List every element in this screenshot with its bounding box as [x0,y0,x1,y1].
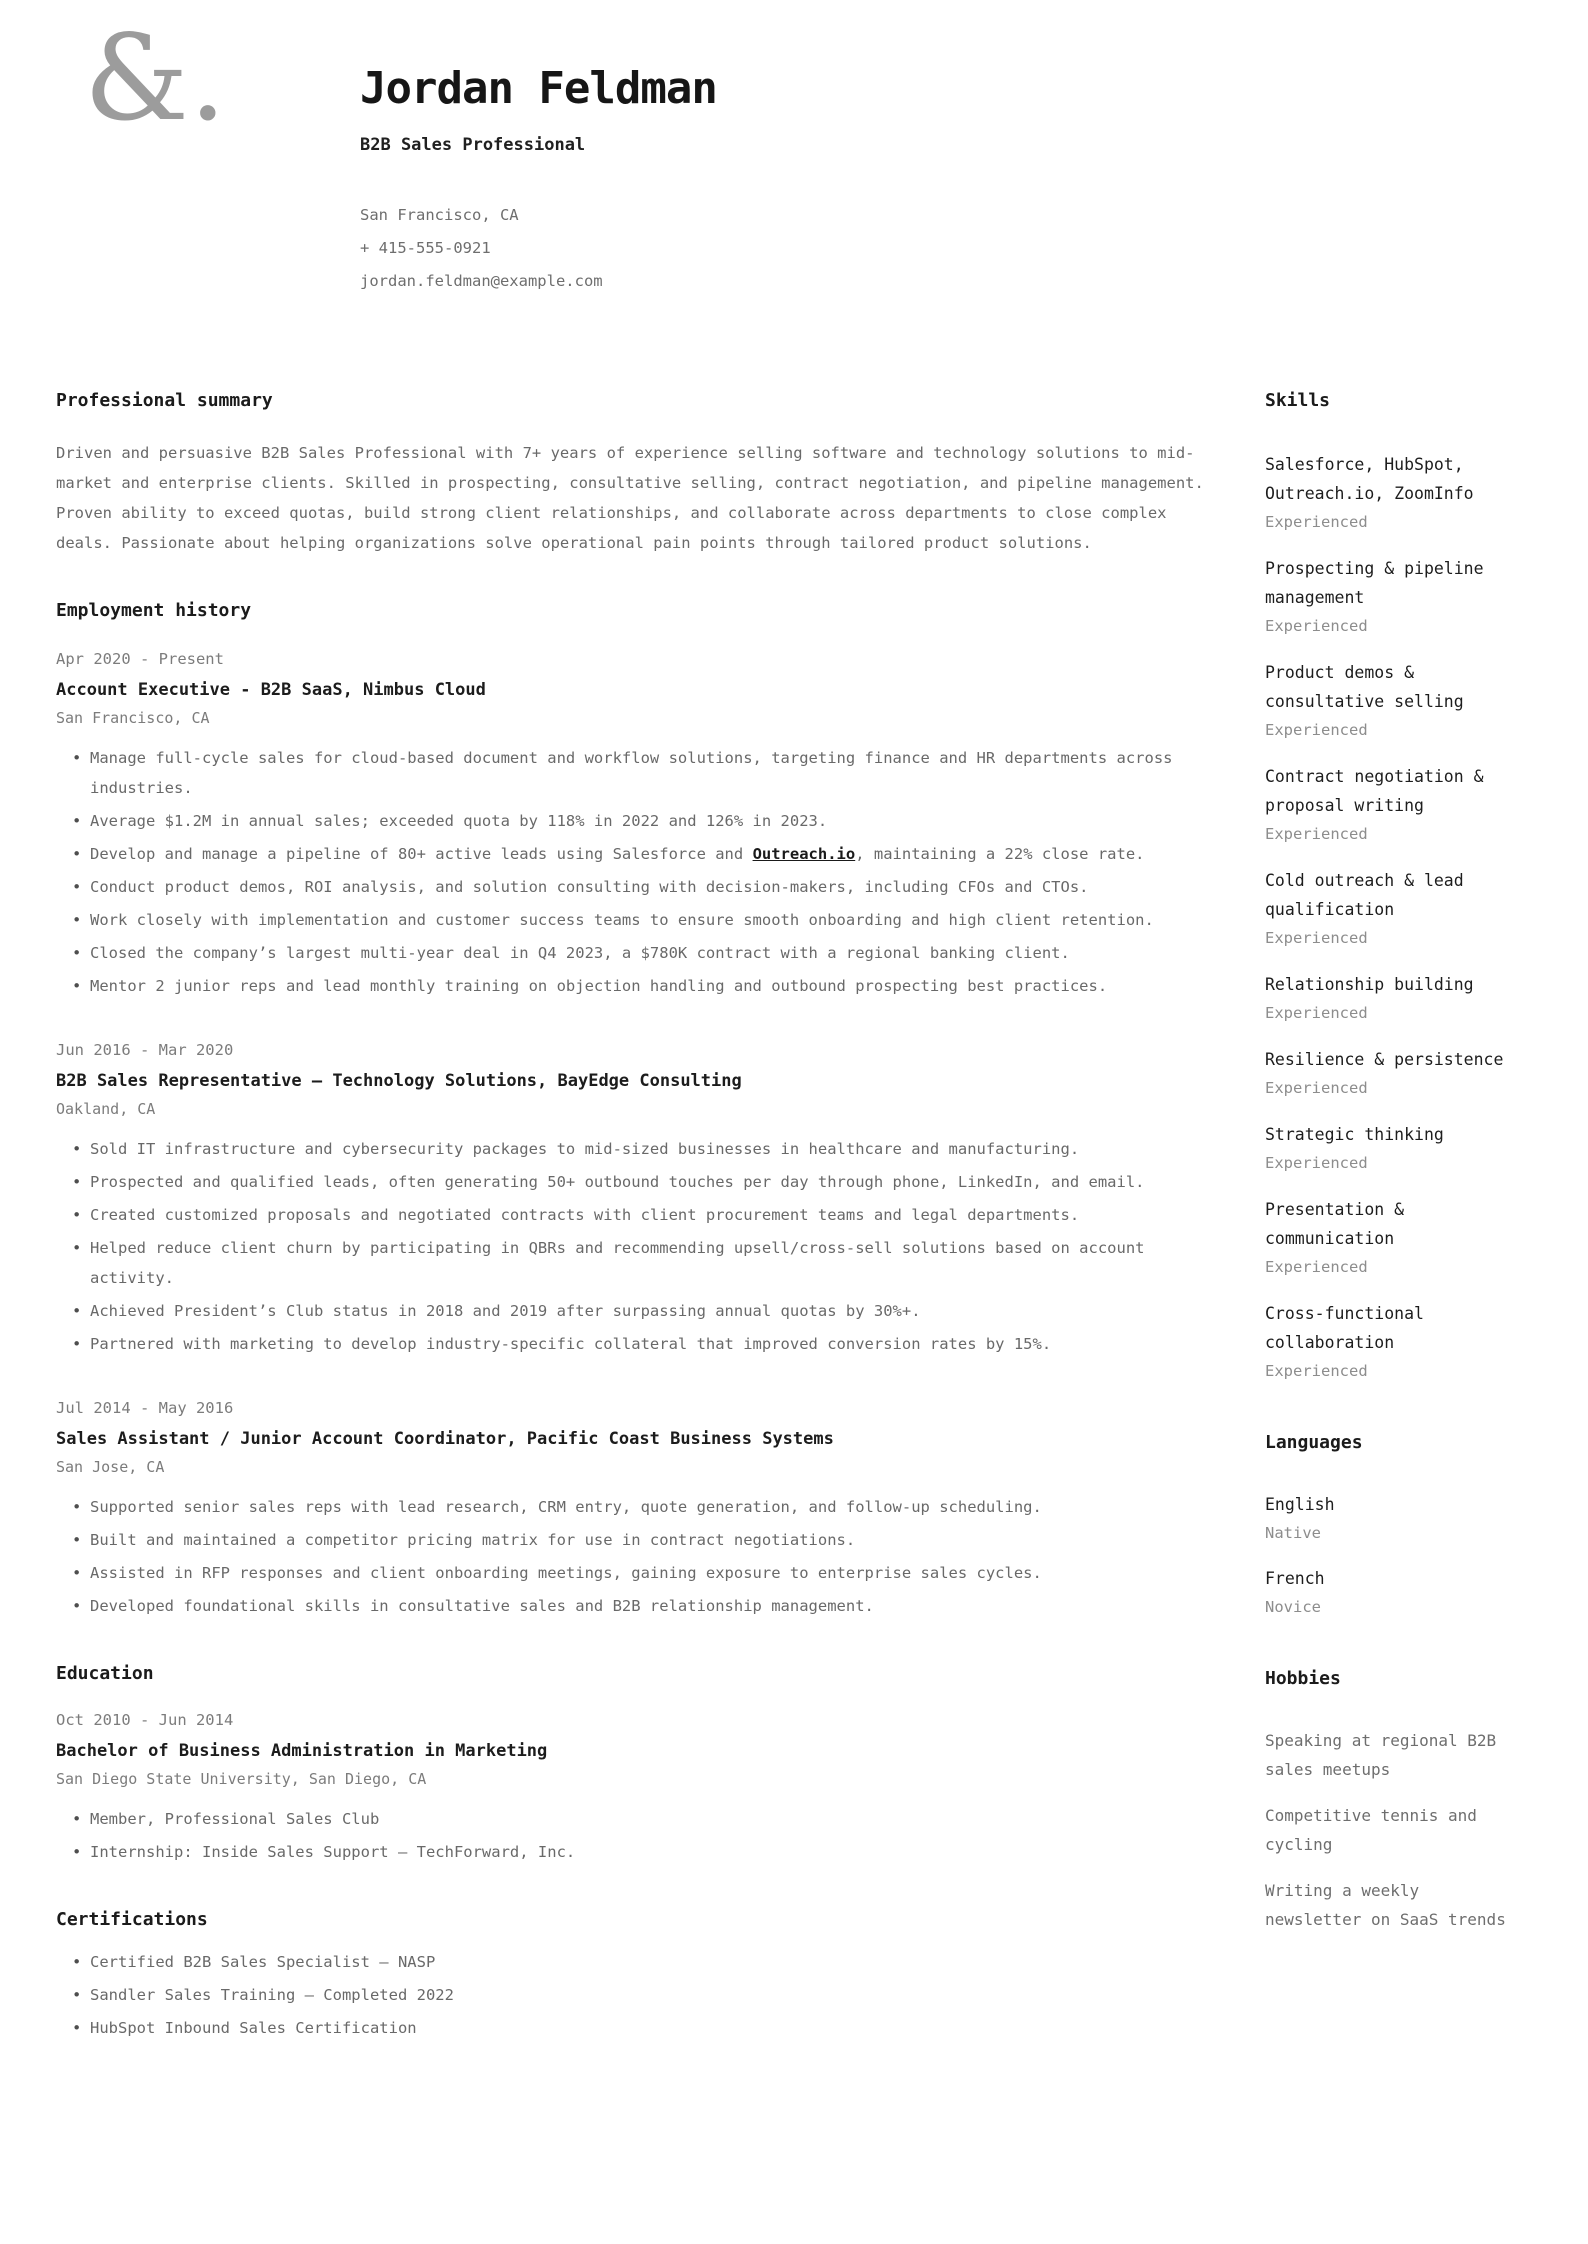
skill-name: Cross-functional collaboration [1265,1304,1424,1352]
job-bullet: • Manage full-cycle sales for cloud-based document and workflow solutions, targeting finance and HR departments across industries. [56,743,1210,803]
contact-email: jordan.feldman@example.com [360,271,603,290]
resume-header [0,0,1588,330]
certification-bullet: • Sandler Sales Training – Completed 2022 [56,1980,1210,2010]
skill-level: Experienced [1265,617,1368,635]
job-dates: Apr 2020 - Present [56,650,224,668]
job-dates: Jun 2016 - Mar 2020 [56,1041,234,1059]
contact-block [360,199,717,298]
section-certifications [56,1907,1210,2043]
skill-name: Strategic thinking [1265,1125,1444,1144]
language-item [1265,1564,1515,1618]
skill-level: Experienced [1265,1154,1368,1172]
skill-item [1265,1120,1515,1174]
section-professional-summary [56,388,1210,558]
ampersand-logo-icon: &. [84,9,227,147]
job-bullet: • Closed the company’s largest multi-year deal in Q4 2023, a $780K contract with a regional banking client. [56,938,1210,968]
skill-level: Experienced [1265,1258,1368,1276]
skill-level: Experienced [1265,1004,1368,1022]
skill-item [1265,970,1515,1024]
bullet-text: Develop and manage a pipeline of 80+ active leads using Salesforce and [90,845,753,863]
skill-item [1265,554,1515,637]
job-bullet: • Average $1.2M in annual sales; exceeded quota by 118% in 2022 and 126% in 2023. [56,806,1210,836]
job-dates: Jul 2014 - May 2016 [56,1399,234,1417]
education-degree: Bachelor of Business Administration in Marketing [56,1741,548,1761]
skill-name: Resilience & persistence [1265,1050,1504,1069]
job-bullet: • Mentor 2 junior reps and lead monthly training on objection handling and outbound prospecting best practices. [56,971,1210,1001]
job-entry-nimbus-cloud [56,646,1210,1001]
contact-location: San Francisco, CA [360,205,519,224]
person-job-title: B2B Sales Professional [360,134,586,155]
bullet-text: , maintaining a 22% close rate. [855,845,1145,863]
skill-name: Prospecting & pipeline management [1265,559,1484,607]
hobby-item: Writing a weekly newsletter on SaaS trends [1265,1881,1506,1929]
contact-phone: + 415-555-0921 [360,238,491,257]
job-location: San Francisco, CA [56,709,210,727]
hobby-item: Speaking at regional B2B sales meetups [1265,1731,1497,1779]
summary-heading: Professional summary [56,390,273,411]
skill-name: Presentation & communication [1265,1200,1405,1248]
language-level: Native [1265,1524,1321,1542]
outreach-io-link[interactable]: Outreach.io [752,845,856,863]
language-item [1265,1490,1515,1544]
skill-item [1265,866,1515,949]
skill-item [1265,1195,1515,1278]
job-bullet: • Conduct product demos, ROI analysis, and solution consulting with decision-makers, including CFOs and CTOs. [56,872,1210,902]
hobbies-list [1265,1726,1515,1934]
job-title: Sales Assistant / Junior Account Coordinator, Pacific Coast Business Systems [56,1429,834,1449]
section-languages [1265,1430,1515,1618]
education-bullet: • Internship: Inside Sales Support – TechForward, Inc. [56,1837,1210,1867]
job-entry-bayedge-consulting [56,1037,1210,1359]
sidebar-column [1265,388,1515,2046]
job-bullet: • Built and maintained a competitor pricing matrix for use in contract negotiations. [56,1525,1210,1555]
job-location: San Jose, CA [56,1458,165,1476]
job-entry-pacific-coast-business-systems [56,1395,1210,1621]
job-bullet: • Assisted in RFP responses and client onboarding meetings, gaining exposure to enterprise sales cycles. [56,1558,1210,1588]
section-employment-history [56,598,1210,1621]
resume-body [0,388,1588,2046]
job-bullet [56,839,1210,869]
job-bullet: • Supported senior sales reps with lead research, CRM entry, quote generation, and follow-up scheduling. [56,1492,1210,1522]
skill-level: Experienced [1265,513,1368,531]
languages-list [1265,1490,1515,1618]
job-bullet-list [56,743,1210,1001]
hobbies-heading: Hobbies [1265,1668,1341,1689]
skill-name: Contract negotiation & proposal writing [1265,767,1484,815]
skill-level: Experienced [1265,929,1368,947]
job-bullet: • Work closely with implementation and customer success teams to ensure smooth onboarding and high client retention. [56,905,1210,935]
education-school: San Diego State University, San Diego, CA [56,1770,427,1788]
skill-level: Experienced [1265,825,1368,843]
skill-name: Salesforce, HubSpot, Outreach.io, ZoomInfo [1265,455,1474,503]
section-education [56,1661,1210,1867]
language-name: English [1265,1495,1335,1514]
skill-level: Experienced [1265,1079,1368,1097]
education-heading: Education [56,1663,154,1684]
person-name: Jordan Feldman [360,63,717,114]
skill-item [1265,1299,1515,1382]
skill-level: Experienced [1265,1362,1368,1380]
skill-item [1265,1045,1515,1099]
section-skills [1265,388,1515,1382]
job-bullet: • Created customized proposals and negotiated contracts with client procurement teams and legal departments. [56,1200,1210,1230]
employment-heading: Employment history [56,600,252,621]
skill-item [1265,658,1515,741]
job-bullet: • Achieved President’s Club status in 2018 and 2019 after surpassing annual quotas by 30%+. [56,1296,1210,1326]
main-column [56,388,1210,2046]
language-name: French [1265,1569,1325,1588]
skill-name: Cold outreach & lead qualification [1265,871,1464,919]
skill-name: Product demos & consultative selling [1265,663,1464,711]
skills-heading: Skills [1265,390,1331,411]
job-bullet: • Sold IT infrastructure and cybersecurity packages to mid-sized businesses in healthcare and manufacturing. [56,1134,1210,1164]
job-bullet: • Helped reduce client churn by participating in QBRs and recommending upsell/cross-sell solutions based on account activity. [56,1233,1210,1293]
section-hobbies [1265,1666,1515,1934]
language-level: Novice [1265,1598,1321,1616]
job-bullet-list [56,1134,1210,1359]
education-bullet-list [56,1804,1210,1867]
certifications-heading: Certifications [56,1909,208,1930]
education-entry [56,1707,1210,1867]
hobby-item: Competitive tennis and cycling [1265,1806,1477,1854]
skill-item [1265,450,1515,533]
job-bullet: • Partnered with marketing to develop industry-specific collateral that improved conversion rates by 15%. [56,1329,1210,1359]
skill-name: Relationship building [1265,975,1474,994]
education-dates: Oct 2010 - Jun 2014 [56,1711,234,1729]
job-bullet: • Developed foundational skills in consultative sales and B2B relationship management. [56,1591,1210,1621]
education-bullet: • Member, Professional Sales Club [56,1804,1210,1834]
job-title: Account Executive - B2B SaaS, Nimbus Cloud [56,680,486,700]
certification-bullet: • Certified B2B Sales Specialist – NASP [56,1947,1210,1977]
header-identity [360,64,717,298]
skill-item [1265,762,1515,845]
skills-list [1265,450,1515,1382]
certifications-list [56,1947,1210,2043]
job-title: B2B Sales Representative – Technology Solutions, BayEdge Consulting [56,1071,742,1091]
job-bullet: • Prospected and qualified leads, often generating 50+ outbound touches per day through phone, LinkedIn, and email. [56,1167,1210,1197]
job-location: Oakland, CA [56,1100,156,1118]
summary-text: Driven and persuasive B2B Sales Professional with 7+ years of experience selling software and technology solutions to mid-market and enterprise clients. Skilled in prospecting, consultative selling, contract negotiation, and pipeline management. Proven ability to exceed quotas, build strong client relationships, and collaborate across departments to close complex deals. Passionate about helping organizations solve operational pain points through tailored product solutions. [56,444,1204,552]
languages-heading: Languages [1265,1432,1363,1453]
skill-level: Experienced [1265,721,1368,739]
job-bullet-list [56,1492,1210,1621]
certification-bullet: • HubSpot Inbound Sales Certification [56,2013,1210,2043]
